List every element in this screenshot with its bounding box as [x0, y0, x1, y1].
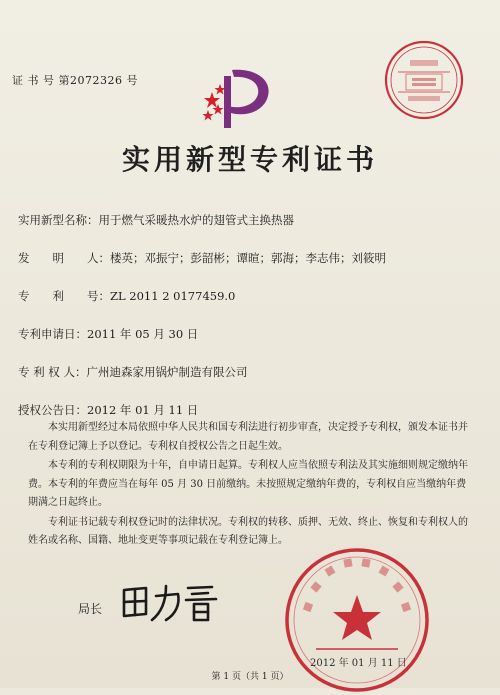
seal-date: 2012 年 01 月 11 日	[310, 658, 407, 669]
filing-date-value: 2011 年 05 月 30 日	[87, 327, 199, 341]
body-paragraph: 本专利的专利权期限为十年，自申请日起算。专利权人应当依照专利法及其实施细则规定缴纳年费。本专利的年费应当在每年 05 月 30 日前缴纳。未按照规定缴纳年费的，专利权自应当缴纳年费期满之日起终止。	[28, 460, 468, 508]
certificate-body	[28, 419, 468, 551]
grant-date-field	[18, 402, 198, 418]
utility-model-name-label: 实用新型名称：	[18, 213, 99, 227]
patent-number-value: ZL 2011 2 0177459.0	[110, 289, 236, 303]
utility-model-name-value: 用于燃气采暖热水炉的翅管式主换热器	[98, 213, 294, 227]
body-paragraph: 专利证书记载专利权登记时的法律状况。专利权的转移、质押、无效、终止、恢复和专利权人的姓名或名称、国籍、地址变更等事项记载在专利登记簿上。	[28, 516, 468, 546]
grant-date-value: 2012 年 01 月 11 日	[87, 403, 199, 417]
director-label: 局长	[78, 602, 103, 616]
document-title: 实用新型专利证书	[121, 143, 378, 176]
body-paragraph: 本实用新型经过本局依照中华人民共和国专利法进行初步审查，决定授予专利权，颁发本证书并在专利登记簿上予以登记。专利权自授权公告之日起生效。	[28, 422, 468, 452]
patentee-value: 广州迪森家用锅炉制造有限公司	[86, 365, 248, 379]
patent-number-label: 专 利 号：	[18, 289, 110, 303]
filing-date-label: 专利申请日：	[18, 327, 87, 341]
page-footer: 第 1 页（共 1 页）	[211, 672, 289, 682]
utility-model-name-field	[18, 212, 294, 228]
filing-date-field	[18, 326, 198, 342]
director-signature	[116, 578, 226, 626]
agency-seal-small	[382, 38, 466, 122]
grant-date-label: 授权公告日：	[18, 403, 87, 417]
patentee-label: 专 利 权 人：	[18, 365, 87, 379]
patentee-field	[18, 364, 247, 380]
sipo-logo	[198, 62, 278, 132]
inventor-label: 发 明 人：	[18, 251, 110, 265]
inventor-value: 楼英；邓振宁；彭韶彬；谭暄；郭海；李志伟；刘筱明	[110, 251, 386, 265]
patent-number-field	[18, 288, 235, 304]
certificate-number: 证 书 号 第2072326 号	[12, 74, 138, 87]
inventor-field	[18, 250, 386, 266]
